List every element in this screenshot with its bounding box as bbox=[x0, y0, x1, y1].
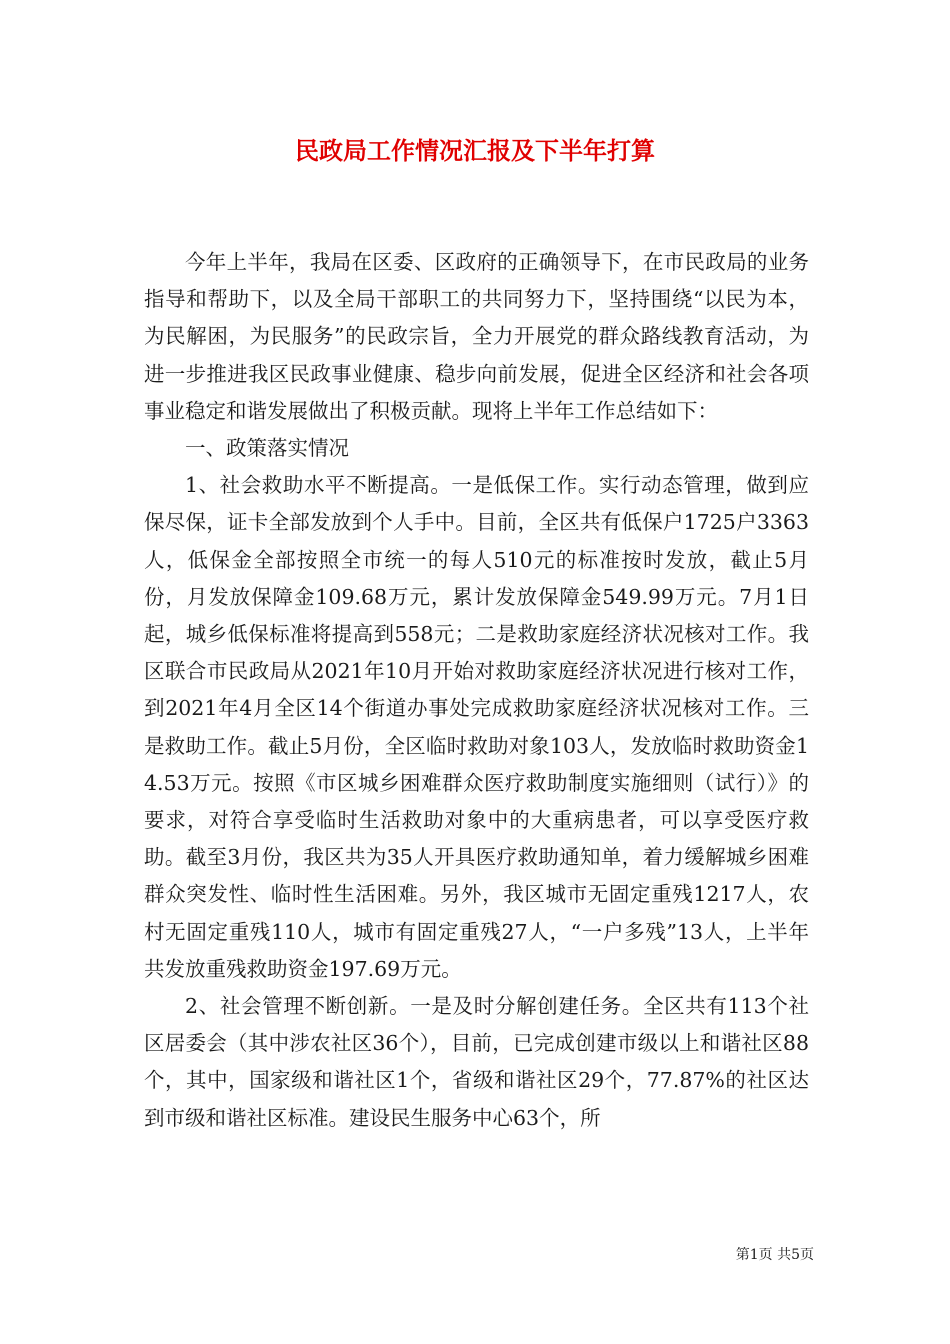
paragraph-social-management: 2、社会管理不断创新。一是及时分解创建任务。全区共有113个社区居委会（其中涉农社区36个），目前，已完成创建市级以上和谐社区88个，其中，国家级和谐社区1个，省级和谐社区29个，77.87%的社区达到市级和谐社区标准。建设民生服务中心63个，所 bbox=[144, 994, 809, 1130]
intro-paragraph: 今年上半年，我局在区委、区政府的正确领导下，在市民政局的业务指导和帮助下，以及全局干部职工的共同努力下，坚持围绕“以民为本，为民解困，为民服务”的民政宗旨，全力开展党的群众路线教育活动，为进一步推进我区民政事业健康、稳步向前发展，促进全区经济和社会各项事业稳定和谐发展做出了积极贡献。现将上半年工作总结如下： bbox=[144, 250, 809, 423]
document-title: 民政局工作情况汇报及下半年打算 bbox=[295, 136, 655, 165]
page-number: 第1页 共5页 bbox=[735, 1247, 814, 1263]
section-heading: 一、政策落实情况 bbox=[185, 436, 349, 461]
paragraph-social-assistance: 1、社会救助水平不断提高。一是低保工作。实行动态管理，做到应保尽保，证卡全部发放到个人手中。目前，全区共有低保户1725户3363人，低保金全部按照全市统一的每人510元的标准按时发放，截止5月份，月发放保障金109.68万元，累计发放保障金549.99万元。7月1日起，城乡低保标准将提高到558元；二是救助家庭经济状况核对工作。我区联合市民政局从2021年10月开始对救助家庭经济状况进行核对工作，到2021年4月全区14个街道办事处完成救助家庭经济状况核对工作。三是救助工作。截止5月份，全区临时救助对象103人，发放临时救助资金14.53万元。按照《市区城乡困难群众医疗救助制度实施细则（试行）》的要求，对符合享受临时生活救助对象中的大重病患者，可以享受医疗救助。截至3月份，我区共为35人开具医疗救助通知单，着力缓解城乡困难群众突发性、临时性生活困难。另外，我区城市无固定重残1217人，农村无固定重残110人，城市有固定重残27人，“一户多残”13人，上半年共发放重残救助资金197.69万元。 bbox=[144, 473, 809, 981]
document-body bbox=[144, 244, 809, 1137]
